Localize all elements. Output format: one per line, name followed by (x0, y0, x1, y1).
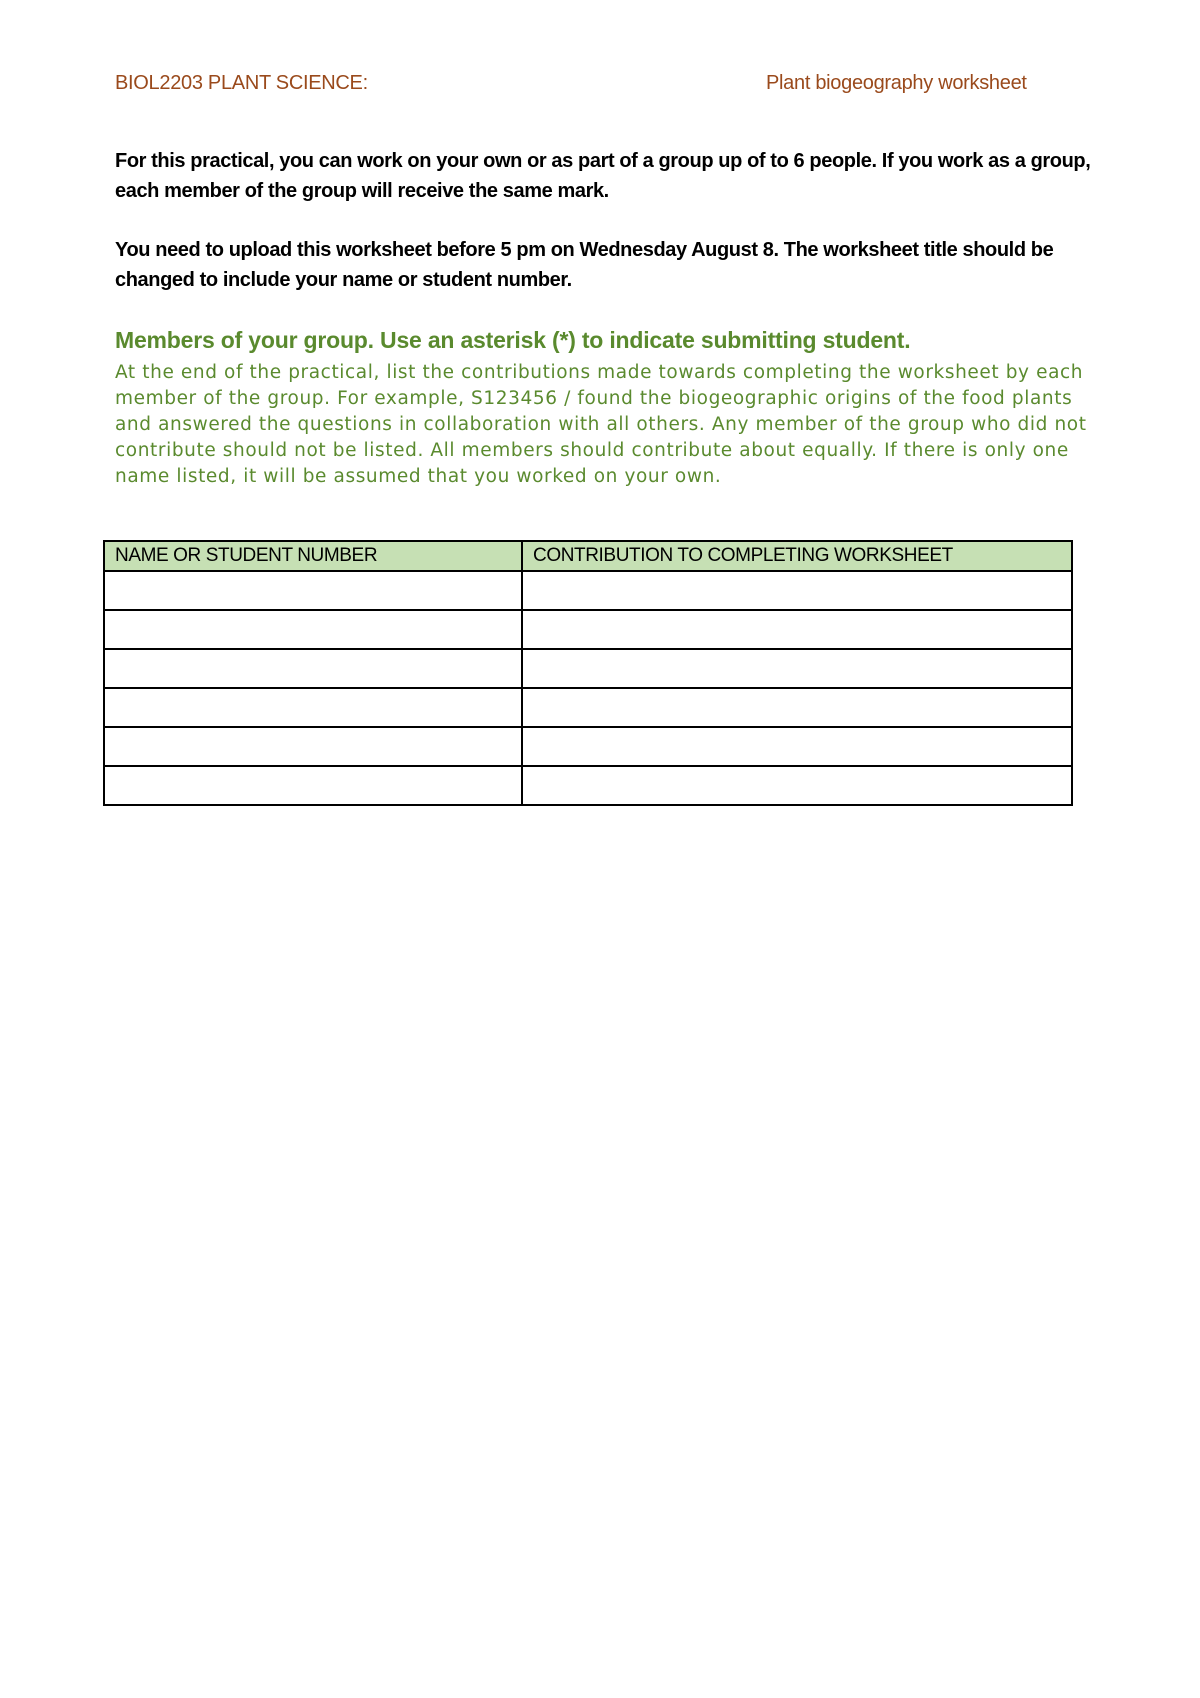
name-cell[interactable] (104, 688, 522, 727)
members-instructions: At the end of the practical, list the contributions made towards completing the worksheet by each member of the group. For example, S123456 / found the biogeographic origins of the food plants and answered the questions in collaboration with all others. Any member of the group who did not contribute should not be listed. All members should contribute about equally. If there is only one name listed, it will be assumed that you worked on your own. (115, 362, 1087, 487)
contribution-cell[interactable] (522, 766, 1072, 805)
table-row (104, 688, 1072, 727)
members-section-heading: Members of your group. Use an asterisk (*) to indicate submitting student. (115, 327, 911, 353)
members-table-header-row (104, 541, 1072, 571)
table-row (104, 649, 1072, 688)
intro-paragraph-group-work: For this practical, you can work on your own or as part of a group up of to 6 people. If you work as a group, each member of the group will receive the same mark. (115, 150, 1091, 202)
table-row (104, 571, 1072, 610)
name-cell[interactable] (104, 610, 522, 649)
contribution-cell[interactable] (522, 610, 1072, 649)
name-cell[interactable] (104, 727, 522, 766)
name-cell[interactable] (104, 766, 522, 805)
column-header-name: NAME OR STUDENT NUMBER (104, 541, 522, 571)
name-cell[interactable] (104, 649, 522, 688)
table-row (104, 610, 1072, 649)
course-header: BIOL2203 PLANT SCIENCE: (115, 72, 368, 94)
column-header-contribution: CONTRIBUTION TO COMPLETING WORKSHEET (522, 541, 1072, 571)
contribution-cell[interactable] (522, 571, 1072, 610)
worksheet-title: Plant biogeography worksheet (766, 72, 1027, 94)
contribution-cell[interactable] (522, 649, 1072, 688)
table-row (104, 766, 1072, 805)
intro-paragraph-upload-deadline: You need to upload this worksheet before 5 pm on Wednesday August 8. The worksheet title should be changed to include your name or student number. (115, 239, 1054, 291)
table-row (104, 727, 1072, 766)
contribution-cell[interactable] (522, 727, 1072, 766)
contribution-cell[interactable] (522, 688, 1072, 727)
name-cell[interactable] (104, 571, 522, 610)
members-table (103, 540, 1073, 806)
